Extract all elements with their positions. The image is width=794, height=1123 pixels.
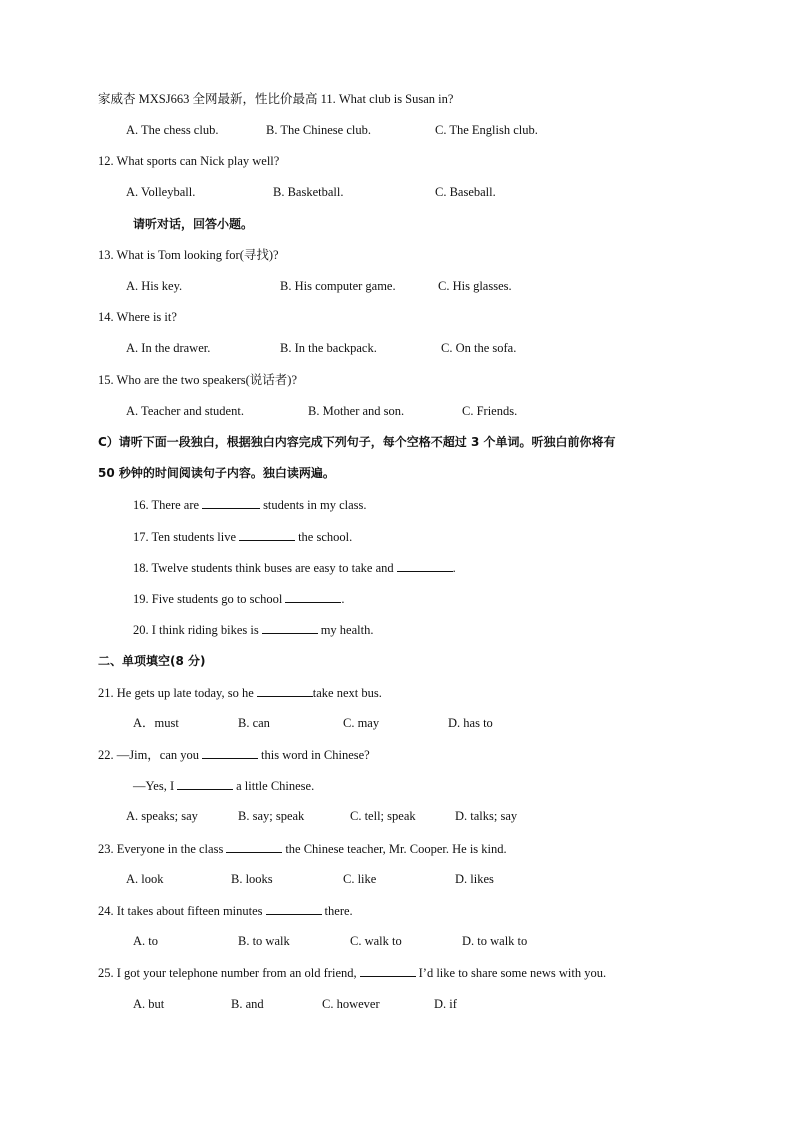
q23-blank[interactable] <box>226 840 282 853</box>
q16-blank[interactable] <box>202 496 260 509</box>
q23-option-b: B. looks <box>231 872 273 886</box>
q18-blank[interactable] <box>397 559 453 572</box>
q24-option-c: C. walk to <box>350 934 402 948</box>
q21-option-d: D. has to <box>448 716 493 730</box>
q14-option-c: C. On the sofa. <box>441 341 517 355</box>
q16-before: 16. There are <box>133 498 200 512</box>
q11-option-b: B. The Chinese club. <box>266 123 371 137</box>
q18-sentence <box>133 559 456 575</box>
q24-option-b: B. to walk <box>238 934 290 948</box>
q17-after: the school. <box>298 530 353 544</box>
q21-option-a: A．must <box>133 716 179 730</box>
q24-sentence <box>98 902 353 918</box>
q14-option-b: B. In the backpack. <box>280 341 377 355</box>
q16-after: students in my class. <box>263 498 367 512</box>
q24-after: there. <box>324 904 353 918</box>
q20-blank[interactable] <box>262 621 318 634</box>
q19-before: 19. Five students go to school <box>133 592 283 606</box>
q18-after: . <box>452 561 456 575</box>
q24-option-a: A. to <box>133 934 158 948</box>
q20-after: my health. <box>320 623 374 637</box>
q13-question: 13. What is Tom looking for(寻找)? <box>98 248 279 262</box>
q22-line1-before: 22. —Jim，can you <box>98 748 200 762</box>
q19-sentence <box>133 590 344 606</box>
q11-option-c: C. The English club. <box>435 123 538 137</box>
q11-line <box>98 91 453 107</box>
q13-option-b: B. His computer game. <box>280 279 396 293</box>
q23-option-a: A. look <box>126 872 164 886</box>
q21-option-b: B. can <box>238 716 270 730</box>
q25-blank[interactable] <box>360 964 416 977</box>
q25-after: I’d like to share some news with you. <box>418 966 607 980</box>
q21-sentence <box>98 684 382 700</box>
q23-after: the Chinese teacher, Mr. Cooper. He is kind. <box>285 842 507 856</box>
q22-line1-after: this word in Chinese? <box>261 748 370 762</box>
q20-sentence <box>133 621 373 637</box>
q15-option-a: A. Teacher and student. <box>126 404 244 418</box>
q19-after: . <box>341 592 345 606</box>
q23-before: 23. Everyone in the class <box>98 842 224 856</box>
q23-option-c: C. like <box>343 872 377 886</box>
q22-line2-after: a little Chinese. <box>236 779 315 793</box>
q22-blank-1[interactable] <box>202 746 258 759</box>
q25-sentence <box>98 964 606 980</box>
q22-option-a: A. speaks; say <box>126 809 198 823</box>
q25-option-c: C. however <box>322 997 380 1011</box>
q15-question: 15. Who are the two speakers(说话者)? <box>98 373 298 387</box>
q13-option-a: A. His key. <box>126 279 183 293</box>
q12-option-a: A. Volleyball. <box>126 185 196 199</box>
q22-option-b: B. say; speak <box>238 809 305 823</box>
q12-question: 12. What sports can Nick play well? <box>98 154 280 168</box>
q23-option-d: D. likes <box>455 872 494 886</box>
section-c-instruction-line1: C）请听下面一段独白，根据独白内容完成下列句子，每个空格不超过 3 个单词。听独白前你将有 <box>98 435 616 449</box>
q25-option-d: D. if <box>434 997 457 1011</box>
q21-before: 21. He gets up late today, so he <box>98 686 254 700</box>
q25-option-b: B. and <box>231 997 264 1011</box>
q22-line2 <box>133 777 314 793</box>
q15-option-b: B. Mother and son. <box>308 404 405 418</box>
q22-option-d: D. talks; say <box>455 809 518 823</box>
q20-before: 20. I think riding bikes is <box>133 623 259 637</box>
q25-option-a: A. but <box>133 997 165 1011</box>
q21-blank[interactable] <box>257 684 313 697</box>
q25-before: 25. I got your telephone number from an old friend, <box>98 966 357 980</box>
q12-option-c: C. Baseball. <box>435 185 496 199</box>
section-c-instruction-line2: 50 秒钟的时间阅读句子内容。独白读两遍。 <box>98 466 335 480</box>
q16-sentence <box>133 496 367 512</box>
watermark-text: 家威杏 MXSJ663 全网最新，性比价最高 <box>98 92 318 106</box>
q14-option-a: A. In the drawer. <box>126 341 211 355</box>
q22-line1 <box>98 746 370 762</box>
dialogue-instruction: 请听对话，回答小题。 <box>133 217 254 231</box>
q19-blank[interactable] <box>285 590 341 603</box>
q24-option-d: D. to walk to <box>462 934 528 948</box>
q14-question: 14. Where is it? <box>98 310 177 324</box>
q15-option-c: C. Friends. <box>462 404 518 418</box>
q24-before: 24. It takes about fifteen minutes <box>98 904 263 918</box>
q18-before: 18. Twelve students think buses are easy to take and <box>133 561 394 575</box>
q12-option-b: B. Basketball. <box>273 185 344 199</box>
q21-after: take next bus. <box>312 686 382 700</box>
q13-option-c: C. His glasses. <box>438 279 512 293</box>
q24-blank[interactable] <box>266 902 322 915</box>
q17-before: 17. Ten students live <box>133 530 237 544</box>
q22-line2-before: —Yes, I <box>133 779 175 793</box>
q17-blank[interactable] <box>239 528 295 541</box>
q22-blank-2[interactable] <box>177 777 233 790</box>
section-2-title: 二、单项填空(8 分) <box>98 654 206 668</box>
q21-option-c: C. may <box>343 716 380 730</box>
q22-option-c: C. tell; speak <box>350 809 416 823</box>
q11-question: 11. What club is Susan in? <box>320 92 454 106</box>
q17-sentence <box>133 528 352 544</box>
q11-option-a: A. The chess club. <box>126 123 219 137</box>
q23-sentence <box>98 840 507 856</box>
